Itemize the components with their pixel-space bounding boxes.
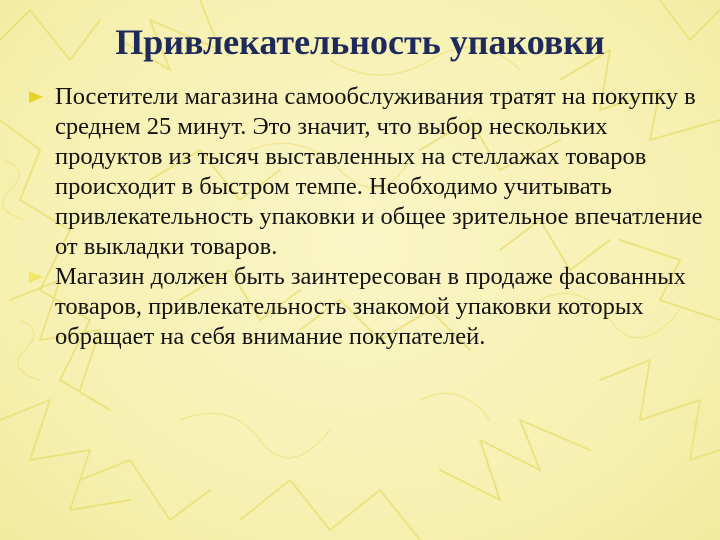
bullet-text-1: Посетители магазина самообслуживания тратят на покупку в среднем 25 минут. Это значит, что выбор нескольких продуктов из тысяч выставленных на стеллажах товаров происходит в быстром темпе. Необходимо учитывать привлекательность упаковки и общее зрительное впечатление от выкладки товаров. xyxy=(55,83,703,260)
triangle-arrow-icon xyxy=(27,82,45,112)
triangle-arrow-icon xyxy=(27,262,45,292)
bullet-item-1 xyxy=(0,82,720,262)
bullet-item-2 xyxy=(0,262,720,352)
bullet-text-2: Магазин должен быть заинтересован в продаже фасованных товаров, привлекательность знакомой упаковки которых обращает на себя внимание покупателей. xyxy=(55,263,686,350)
bullet-list xyxy=(0,82,720,352)
slide-title: Привлекательность упаковки xyxy=(115,22,605,62)
